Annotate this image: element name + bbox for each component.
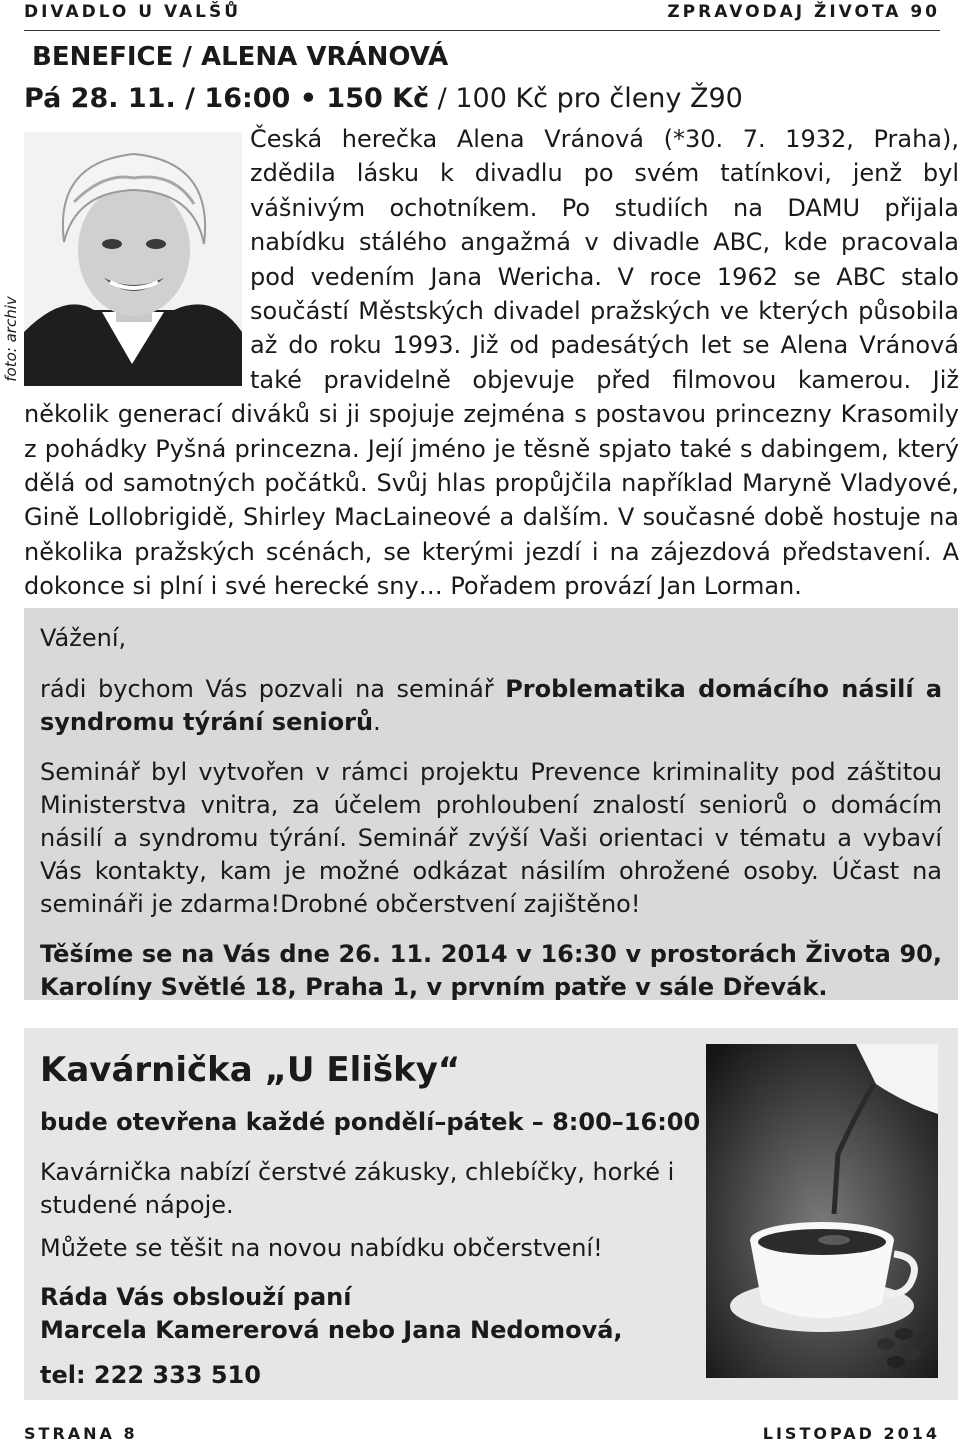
cafe-staff-names: Marcela Kamererová nebo Jana Nedomová, [40, 1316, 623, 1344]
header-publication-name: ZPRAVODAJ ŽIVOTA 90 [667, 2, 940, 22]
cafe-title: Kavárnička „U Elišky“ [40, 1050, 461, 1090]
event-member-price: / 100 Kč pro členy Ž90 [429, 83, 743, 114]
benefice-bio [24, 122, 959, 604]
header-section-name: DIVADLO U VALŠŮ [24, 2, 242, 22]
issue-date: LISTOPAD 2014 [762, 1424, 940, 1443]
cafe-phone: tel: 222 333 510 [40, 1361, 261, 1389]
cafe-hours: bude otevřena každé pondělí–pátek – 8:00–16:00 [40, 1108, 701, 1136]
cafe-box [24, 1028, 958, 1400]
seminar-date-place: Těšíme se na Vás dne 26. 11. 2014 v 16:30 v prostorách Života 90, Karolíny Světlé 18, Praha 1, v prvním patře v sále Dřevák. [40, 940, 942, 1001]
benefice-title: BENEFICE / ALENA VRÁNOVÁ [32, 42, 449, 72]
seminar-intro [40, 673, 942, 739]
photo-space [24, 122, 250, 382]
seminar-box [24, 608, 958, 1000]
header-divider [24, 30, 940, 31]
cafe-staff-intro: Ráda Vás obslouží paní [40, 1283, 352, 1311]
cafe-offer: Kavárnička nabízí čerstvé zákusky, chlebíčky, horké i studené nápoje. [40, 1158, 675, 1219]
cafe-new-menu: Můžete se těšit na novou nabídku občerstvení! [40, 1234, 603, 1262]
seminar-body: Seminář byl vytvořen v rámci projektu Prevence kriminality pod záštitou Ministerstva vnitra, za účelem prohloubení znalostí seniorů o domácím násilí a syndromu týrání. Seminář zvýší Vaši orientaci v tématu a vybaví Vás kontakty, kam je možné odkázat násilím ohrožené osoby. Účast na semináři je zdarma!Drobné občerstvení zajištěno! [40, 758, 942, 918]
event-info [24, 82, 743, 116]
bio-text: Česká herečka Alena Vránová (*30. 7. 1932, Praha), zdědila lásku k divadlu po svém tatínkovi, jenž byl vášnivým ochotníkem. Po studiích na DAMU přijala nabídku stálého angažmá v divadle ABC, kde pracovala pod vedením Jana Wericha. V roce 1962 se ABC stalo součástí Městských divadel pražských ve kterých působila až do roku 1993. Již od padesátých let se Alena Vránová také pravidelně objevuje před filmovou kamerou. Již několik generací diváků si ji spojuje zejména s postavou princezny Krasomily z pohádky Pyšná princezna. Její jméno je těsně spjato také s dabingem, který dělá od samotných počátků. Svůj hlas propůjčila například Maryně Vladyové, Gině Lollobrigidě, Shirley MacLaineové a dalším. V současné době hostuje na několika pražských scénách, se kterými jezdí i na zájezdová představení. A dokonce si plní i své herecké sny… Pořadem provází Jan Lorman. [24, 125, 959, 601]
coffee-photo [706, 1044, 938, 1378]
seminar-intro-end: . [373, 708, 381, 736]
seminar-intro-text: rádi bychom Vás pozvali na seminář [40, 675, 506, 703]
page-footer [24, 1424, 940, 1443]
page-header [24, 2, 940, 26]
photo-credit: foto: archiv [2, 296, 20, 382]
page-number: STRANA 8 [24, 1424, 138, 1443]
seminar-topic: Problematika domácího násilí a syndromu týrání seniorů [40, 675, 943, 736]
event-date-price: Pá 28. 11. / 16:00 • 150 Kč [24, 83, 430, 114]
seminar-greeting: Vážení, [40, 624, 127, 652]
